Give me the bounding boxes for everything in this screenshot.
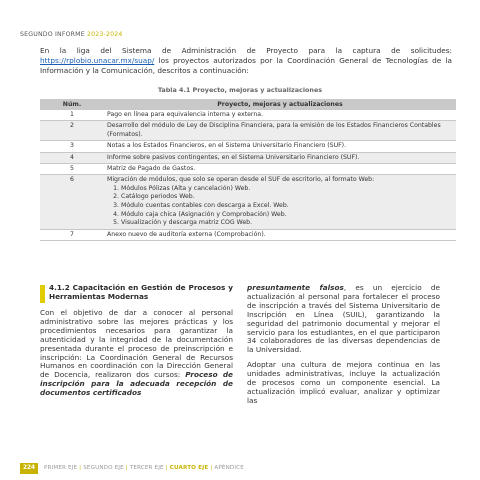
footer-tab-tercer-eje[interactable]: TERCER EJE bbox=[129, 465, 164, 471]
table-row bbox=[40, 110, 456, 121]
course-title-cont: presuntamente falsos bbox=[247, 283, 344, 292]
left-text: Con el objetivo de dar a conocer al personal administrativo sobre las mejores prácticas y los procedimientos necesarios para garantizar la autenticidad y la integridad de la documentación presentada durante el proceso de preinscripción e inscripción: La Coordinación General de Recursos Humanos en coordinación con la Dirección General de Docencia, realizaron dos cursos: bbox=[40, 308, 233, 380]
right-column bbox=[247, 284, 440, 412]
intro-text: En la liga del Sistema de Administración de Proyecto para la captura de solicitudes: bbox=[40, 46, 452, 55]
row-text: Informe sobre pasivos contingentes, en el Sistema Universitario Financiero (SUF). bbox=[104, 152, 456, 163]
row-num: 3 bbox=[40, 141, 104, 152]
table-row bbox=[40, 229, 456, 240]
table-caption: Tabla 4.1 Proyecto, mejoras y actualizaciones bbox=[157, 86, 323, 94]
section-accent-bar bbox=[40, 285, 45, 303]
row-text: Pago en línea para equivalencia interna y externa. bbox=[104, 110, 456, 121]
list-item: 1. Módulos Pólizas (Alta y cancelación) Web. bbox=[121, 185, 453, 194]
row-num: 4 bbox=[40, 152, 104, 163]
running-header bbox=[20, 31, 123, 38]
list-item: 4. Módulo caja chica (Asignación y Comprobación) Web. bbox=[121, 211, 453, 220]
list-item: 5. Visualización y descarga matriz COG Web. bbox=[121, 219, 453, 228]
projects-table bbox=[40, 99, 456, 241]
table-row bbox=[40, 152, 456, 163]
report-year: 2023-2024 bbox=[87, 31, 123, 38]
footer-tab-segundo-eje[interactable]: SEGUNDO EJE bbox=[83, 465, 124, 471]
footer-nav bbox=[44, 465, 244, 471]
footer-separator: | bbox=[165, 465, 168, 471]
row-num: 7 bbox=[40, 229, 104, 240]
right-paragraph-2: Adoptar una cultura de mejora continua en las unidades administrativas, incluye la actualización de procesos como un componente esencial. La actualización implicó evaluar, analizar y optimizar las bbox=[247, 360, 440, 405]
table-row bbox=[40, 141, 456, 152]
row-text: Anexo nuevo de auditoría externa (Comprobación). bbox=[104, 229, 456, 240]
list-item: 2. Catálogo periodos Web. bbox=[121, 193, 453, 202]
row-text: Notas a los Estados Financieros, en el Sistema Universitario Financiero (SUF). bbox=[104, 141, 456, 152]
footer-separator: | bbox=[79, 465, 82, 471]
footer-separator: | bbox=[125, 465, 128, 471]
list-item: 3. Módulo cuentas contables con descarga a Excel. Web. bbox=[121, 202, 453, 211]
right-paragraph-1 bbox=[247, 284, 440, 355]
table-row bbox=[40, 121, 456, 141]
col-num-header: Núm. bbox=[40, 99, 104, 110]
row-num: 5 bbox=[40, 164, 104, 175]
left-column bbox=[40, 284, 233, 404]
row-num: 6 bbox=[40, 175, 104, 229]
section-heading bbox=[40, 284, 233, 303]
footer-separator: | bbox=[210, 465, 213, 471]
migration-list bbox=[107, 185, 453, 228]
intro-paragraph bbox=[40, 46, 452, 77]
row-text: Matriz de Pagado de Gastos. bbox=[104, 164, 456, 175]
suap-link[interactable]: https://rplobio.unacar.mx/suap/ bbox=[40, 56, 155, 66]
footer-tab-cuarto-eje[interactable]: CUARTO EJE bbox=[169, 465, 209, 471]
table-row bbox=[40, 175, 456, 229]
col-project-header: Proyecto, mejoras y actualizaciones bbox=[104, 99, 456, 110]
row-text-with-list bbox=[104, 175, 456, 229]
report-label: SEGUNDO INFORME bbox=[20, 31, 85, 38]
row-num: 1 bbox=[40, 110, 104, 121]
row-text: Desarrollo del módulo de Ley de Disciplina Financiera, para la emisión de los Estados Financieros Contables (Formatos). bbox=[104, 121, 456, 141]
left-paragraph bbox=[40, 309, 233, 398]
row-num: 2 bbox=[40, 121, 104, 141]
course-title: Proceso de inscripción para la adecuada recepción de documentos certificados bbox=[40, 370, 233, 398]
row-text: Migración de módulos, que solo se operan desde el SUF de escritorio, al formato Web: bbox=[107, 176, 375, 184]
right-text: , es un ejercicio de actualización al personal para fortalecer el proceso de inscripción a través del Sistema Universitario de Inscripción en Línea (SUIL), garantizando la seguridad del patrimonio documental y mejorar el servicio para los estudiantes, en el que participaron 34 colaboradores de las diversas dependencias de la Universidad. bbox=[247, 283, 440, 355]
section-title: 4.1.2 Capacitación en Gestión de Procesos y Herramientas Modernas bbox=[49, 283, 233, 301]
footer-tab-apendice[interactable]: APÉNDICE bbox=[214, 465, 244, 471]
table-row bbox=[40, 164, 456, 175]
table-header-row bbox=[40, 99, 456, 110]
intro-text-cont: los proyectos autorizados por la Coordinación General de Tecnologías de la Información y la Comunicación, descritos a continuación: bbox=[40, 56, 452, 76]
footer-tab-primer-eje[interactable]: PRIMER EJE bbox=[44, 465, 78, 471]
page-number: 224 bbox=[20, 463, 38, 474]
